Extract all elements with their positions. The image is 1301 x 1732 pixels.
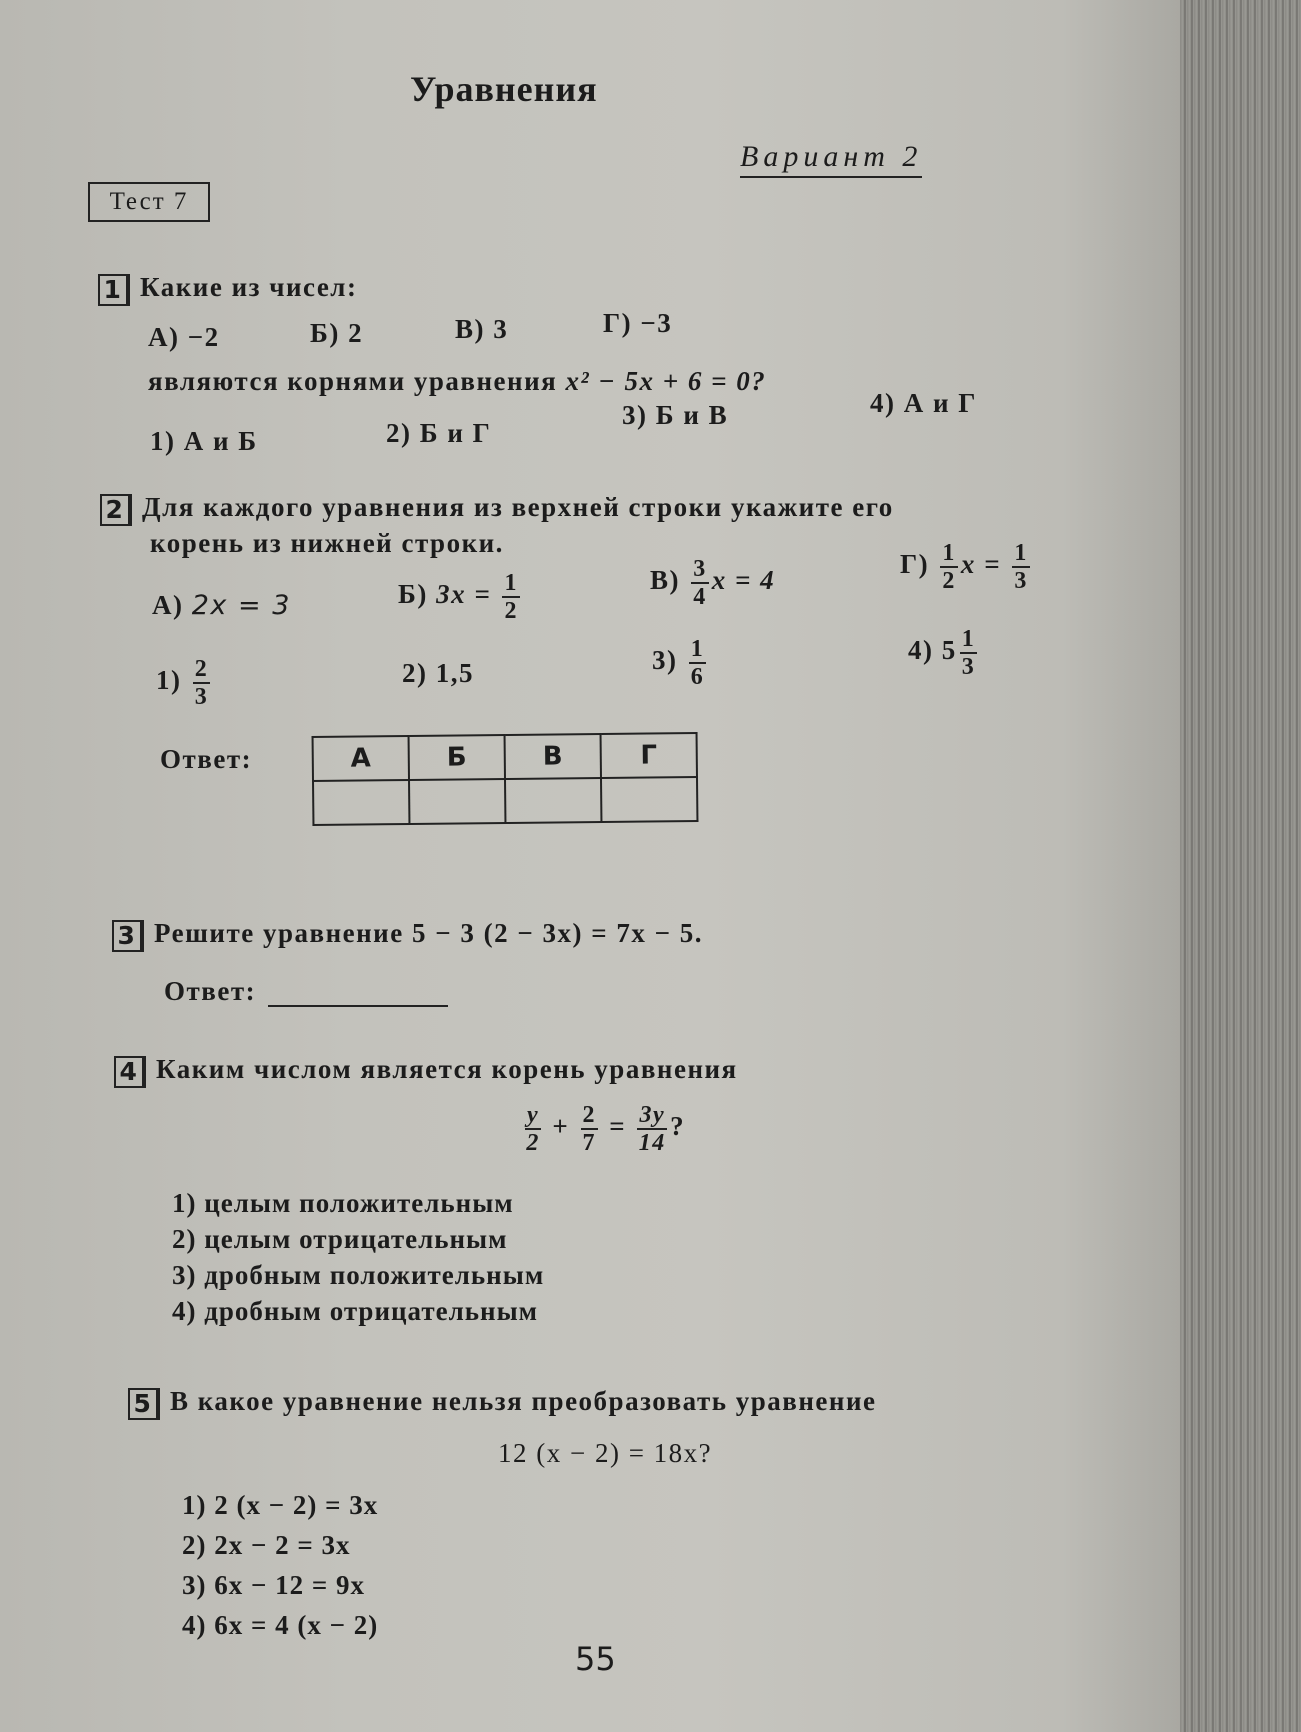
question-5-text: 5 В какое уравнение нельзя преобразовать уравнение (128, 1386, 877, 1420)
q3-answer-field[interactable] (268, 983, 448, 1007)
page-number: 55 (575, 1640, 616, 1678)
question-2-text-line2: корень из нижней строки. (150, 528, 504, 558)
question-number: 1 (98, 274, 130, 306)
q1-option-4: 4) А и Г (870, 388, 977, 418)
q2-root-4: 4) 5 $\frac{1}{3}$ (908, 626, 976, 680)
answer-cell-g[interactable] (601, 777, 697, 822)
q5-option-3: 3) 6x − 12 = 9x (182, 1570, 366, 1600)
question-number: 4 (114, 1056, 146, 1088)
q5-equation: 12 (x − 2) = 18x? (498, 1438, 713, 1468)
q5-option-4: 4) 6x = 4 (x − 2) (182, 1610, 379, 1640)
q3-answer: Ответ: (164, 976, 448, 1007)
q2-root-3: 3) $\frac{1}{6}$ (652, 636, 705, 690)
q1-number-g: Г) −3 (603, 308, 673, 338)
q2-root-1: 1) $\frac{2}{3}$ (156, 656, 209, 710)
q1-option-1: 1) А и Б (150, 426, 258, 456)
q2-equation-g: Г) $\frac{1}{2}$ x = $\frac{1}{3}$ (900, 540, 1028, 594)
q1-number-b: Б) 2 (310, 318, 364, 348)
answer-header-v: В (505, 734, 601, 779)
variant-label: Вариант 2 (740, 140, 922, 178)
answer-cell-a[interactable] (313, 780, 409, 825)
q2-answer-table (312, 732, 699, 826)
page-stack-edge (1180, 0, 1301, 1732)
question-1-text: 1 Какие из чисел: (98, 272, 357, 306)
q2-root-2: 2) 1,5 (402, 658, 474, 688)
answer-header-g: Г (601, 733, 697, 778)
q2-answer-label: Ответ: (160, 744, 253, 774)
q1-number-a: А) −2 (148, 322, 220, 352)
answer-header-b: Б (409, 735, 505, 780)
answer-cell-b[interactable] (409, 779, 505, 824)
question-3-text: 3 Решите уравнение 5 − 3 (2 − 3x) = 7x − 5. (112, 918, 703, 952)
q2-equation-b: Б) 3x = $\frac{1}{2}$ (398, 570, 518, 624)
q5-option-1: 1) 2 (x − 2) = 3x (182, 1490, 379, 1520)
question-4-text: 4 Каким числом является корень уравнения (114, 1054, 738, 1088)
q4-equation: $\frac{y}{2}$ + $\frac{2}{7}$ = $\frac{3y}{14}$ ? (526, 1102, 686, 1156)
question-number: 3 (112, 920, 144, 952)
question-number: 5 (128, 1388, 160, 1420)
q1-option-3: 3) Б и В (622, 400, 729, 430)
q1-equation: x² − 5x + 6 = 0? (565, 366, 767, 396)
q4-option-1: 1) целым положительным (172, 1188, 514, 1218)
q2-equation-a: А) 2x = 3 (152, 590, 291, 621)
q1-option-2: 2) Б и Г (386, 418, 492, 448)
q1-number-v: В) 3 (455, 314, 509, 344)
q4-option-3: 3) дробным положительным (172, 1260, 545, 1290)
q2-equation-v: В) $\frac{3}{4}$ x = 4 (650, 556, 776, 610)
test-label-box: Тест 7 (88, 182, 210, 222)
q5-option-2: 2) 2x − 2 = 3x (182, 1530, 351, 1560)
question-number: 2 (100, 494, 132, 526)
page-title: Уравнения (410, 69, 598, 109)
question-2-text-line1: 2 Для каждого уравнения из верхней строки укажите его (100, 492, 894, 526)
q4-option-4: 4) дробным отрицательным (172, 1296, 539, 1326)
answer-cell-v[interactable] (505, 778, 601, 823)
q4-option-2: 2) целым отрицательным (172, 1224, 508, 1254)
answer-header-a: А (313, 736, 409, 781)
q1-text-2: являются корнями уравнения x² − 5x + 6 = 0? (148, 366, 767, 396)
